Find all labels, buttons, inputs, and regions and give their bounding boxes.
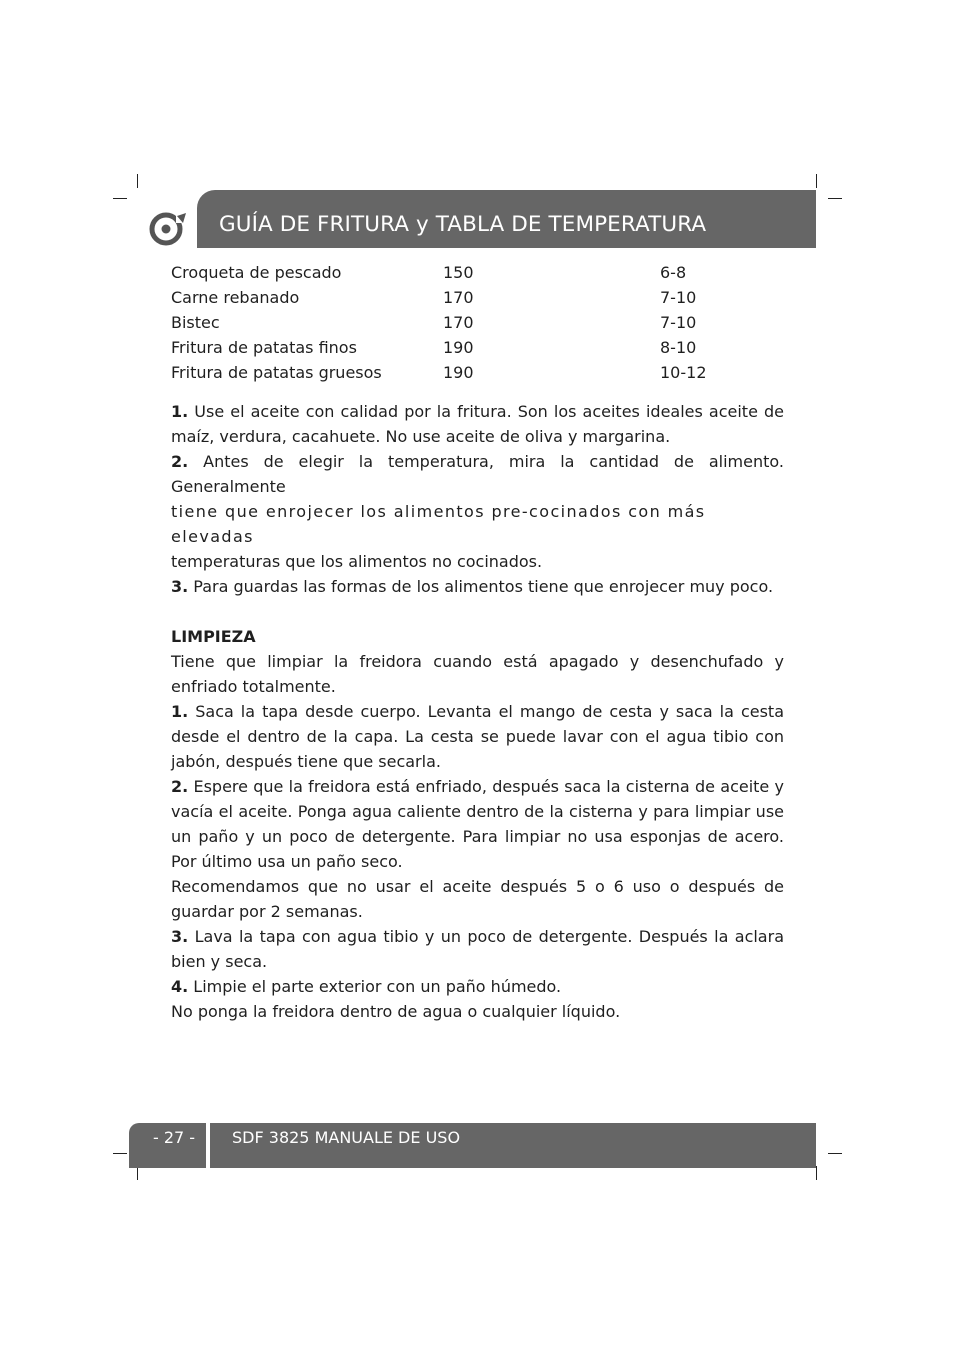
item-number: 4. xyxy=(171,977,189,996)
crop-mark xyxy=(137,174,138,188)
item-text: Antes de elegir la temperatura, mira la cantidad de alimento. Generalmente xyxy=(171,452,784,496)
paragraph xyxy=(171,499,784,549)
table-cell: Fritura de patatas gruesos xyxy=(171,363,382,382)
item-number: 3. xyxy=(171,577,189,596)
item-number: 3. xyxy=(171,927,189,946)
paragraph xyxy=(171,874,784,924)
header-bar xyxy=(197,190,816,248)
table-cell: 8-10 xyxy=(660,338,697,357)
page-number-box xyxy=(129,1123,206,1168)
item-text: Para guardas las formas de los alimentos tiene que enrojecer muy poco. xyxy=(188,577,774,596)
crop-mark xyxy=(828,198,842,199)
table-cell: 190 xyxy=(443,363,474,382)
item-text: tiene que enrojecer los alimentos pre-cocinados con más elevadas xyxy=(171,502,706,546)
crop-mark xyxy=(816,1166,817,1180)
table-cell: 170 xyxy=(443,288,474,307)
paragraph xyxy=(171,774,784,874)
table-cell: 7-10 xyxy=(660,288,697,307)
table-cell: 190 xyxy=(443,338,474,357)
cleaning-steps xyxy=(171,699,784,1024)
paragraph xyxy=(171,999,784,1024)
table-cell: Carne rebanado xyxy=(171,288,300,307)
item-text: Espere que la freidora está enfriado, después saca la cisterna de aceite y vacía el aceite. Ponga agua caliente dentro de la cisterna y para limpiar use un paño y un poco de detergente. Para limpiar no usa esponjas de acero. Por último usa un paño seco. xyxy=(171,777,784,871)
table-cell: 6-8 xyxy=(660,263,687,282)
paragraph xyxy=(171,574,784,599)
crop-mark xyxy=(113,198,127,199)
paragraph xyxy=(171,974,784,999)
paragraph xyxy=(171,924,784,974)
item-text: Recomendamos que no usar el aceite después 5 o 6 uso o después de guardar por 2 semanas. xyxy=(171,877,784,921)
paragraph xyxy=(171,399,784,449)
page-number: - 27 - xyxy=(153,1128,196,1147)
footer-bar xyxy=(210,1123,816,1168)
crop-mark xyxy=(816,174,817,188)
table-cell: Fritura de patatas finos xyxy=(171,338,357,357)
item-text: Use el aceite con calidad por la fritura. Son los aceites ideales aceite de maíz, verdura, cacahuete. No use aceite de oliva y margarina. xyxy=(171,402,784,446)
item-text: Lava la tapa con agua tibio y un poco de detergente. Después la aclara bien y seca. xyxy=(171,927,784,971)
frying-tips xyxy=(171,399,784,599)
brand-logo-icon xyxy=(149,211,187,247)
paragraph xyxy=(171,449,784,499)
crop-mark xyxy=(113,1153,127,1154)
cleaning-intro: Tiene que limpiar la freidora cuando está apagado y desenchufado y enfriado totalmente. xyxy=(171,652,784,696)
item-number: 1. xyxy=(171,702,189,721)
cleaning-heading: LIMPIEZA xyxy=(171,627,256,646)
table-cell: Bistec xyxy=(171,313,220,332)
paragraph xyxy=(171,699,784,774)
item-number: 2. xyxy=(171,452,189,471)
table-cell: 7-10 xyxy=(660,313,697,332)
item-text: Saca la tapa desde cuerpo. Levanta el mango de cesta y saca la cesta desde el dentro de la capa. La cesta se puede lavar con el agua tibio con jabón, después tiene que secarla. xyxy=(171,702,784,771)
paragraph xyxy=(171,549,784,574)
table-cell: 10-12 xyxy=(660,363,707,382)
item-text: No ponga la freidora dentro de agua o cualquier líquido. xyxy=(171,1002,621,1021)
table-cell: 150 xyxy=(443,263,474,282)
table-cell: 170 xyxy=(443,313,474,332)
crop-mark xyxy=(828,1153,842,1154)
body-text xyxy=(171,399,784,1024)
page-title: GUÍA DE FRITURA y TABLA DE TEMPERATURA xyxy=(219,212,707,237)
item-text: temperaturas que los alimentos no cocinados. xyxy=(171,552,543,571)
crop-mark xyxy=(137,1166,138,1180)
item-text: Limpie el parte exterior con un paño húmedo. xyxy=(188,977,562,996)
table-cell: Croqueta de pescado xyxy=(171,263,342,282)
footer-title: SDF 3825 MANUALE DE USO xyxy=(232,1128,461,1147)
item-number: 1. xyxy=(171,402,189,421)
item-number: 2. xyxy=(171,777,189,796)
